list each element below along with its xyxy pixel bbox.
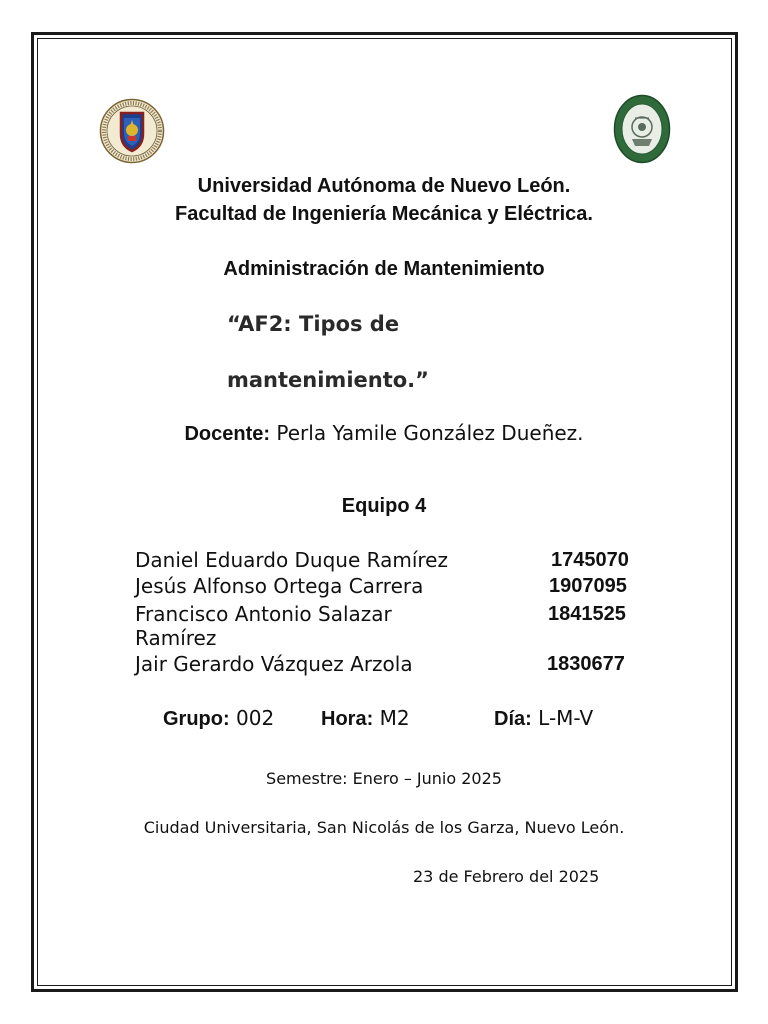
day-label: Día: [494, 708, 532, 730]
team-heading: Equipo 4 [341, 495, 427, 517]
teacher-name: Perla Yamile González Dueñez. [276, 421, 584, 445]
member-id: 1745070 [551, 549, 629, 571]
hour-value: M2 [379, 706, 410, 730]
subject-name: Administración de Mantenimiento [223, 258, 545, 280]
member-id: 1907095 [549, 575, 627, 597]
member-name: Jesús Alfonso Ortega Carrera [135, 574, 424, 598]
member-name: Jair Gerardo Vázquez Arzola [135, 652, 413, 676]
university-name: Universidad Autónoma de Nuevo León. [197, 175, 571, 197]
hour-info [321, 706, 410, 731]
teacher-label: Docente: [184, 423, 271, 445]
member-id: 1841525 [548, 603, 626, 625]
group-value: 002 [236, 706, 275, 730]
location-text: Ciudad Universitaria, San Nicolás de los Garza, Nuevo León. [143, 818, 625, 837]
semester-text: Semestre: Enero – Junio 2025 [266, 769, 502, 788]
assignment-title-line-1: “AF2: Tipos de [227, 312, 400, 336]
member-id: 1830677 [547, 653, 625, 675]
uanl-crest-icon [99, 98, 165, 164]
hour-label: Hora: [321, 708, 374, 730]
day-value: L-M-V [538, 706, 594, 730]
assignment-title-line-2: mantenimiento.” [227, 368, 429, 392]
member-name: Francisco Antonio Salazar Ramírez [135, 602, 392, 650]
day-info [494, 706, 593, 731]
date-text: 23 de Febrero del 2025 [413, 867, 600, 886]
member-name: Daniel Eduardo Duque Ramírez [135, 548, 448, 572]
group-info [163, 706, 274, 731]
teacher-line [0, 421, 768, 446]
faculty-name: Facultad de Ingeniería Mecánica y Eléctrica. [175, 203, 593, 225]
group-label: Grupo: [163, 708, 230, 730]
fime-seal-icon [613, 94, 671, 164]
